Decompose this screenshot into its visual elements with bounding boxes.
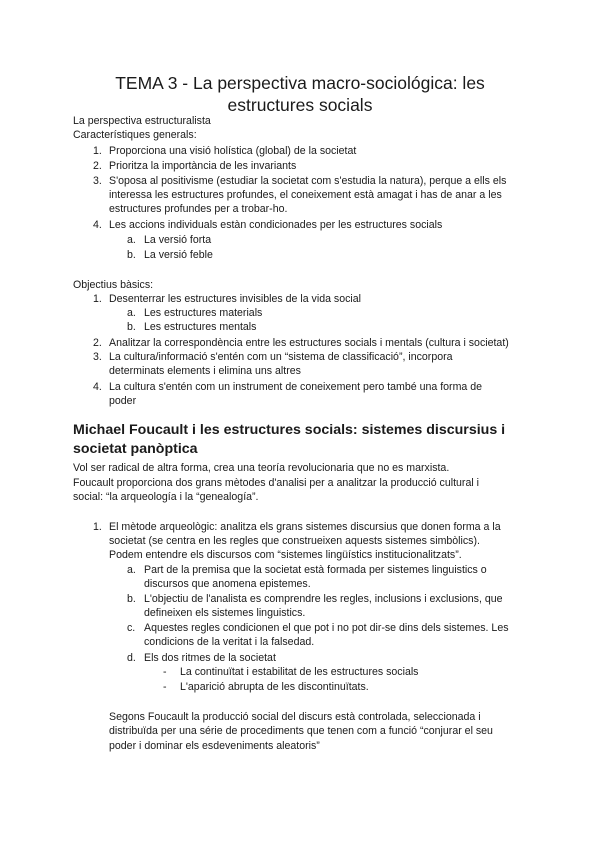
- section-heading-line-2: societat panòptica: [73, 441, 198, 457]
- intro-line: Característiques generals:: [73, 129, 197, 141]
- sub-list-letter: a.: [127, 234, 136, 246]
- list-number: 1.: [93, 521, 102, 533]
- dash-list-item: L'aparició abrupta de les discontinuïtats.: [180, 681, 369, 693]
- section-heading-line-1: Michael Foucault i les estructures socials: sistemes discursius i: [73, 422, 506, 438]
- list-item: La cultura s'entén com un instrument de coneixement pero també una forma de: [109, 381, 483, 393]
- title-line-2: estructures socials: [227, 95, 373, 115]
- list-item: La cultura/informació s'entén com un “sistema de classificació”, incorpora: [109, 351, 453, 363]
- paragraph-line: Vol ser radical de altra forma, crea una teoría revolucionaria que no es marxista.: [73, 462, 450, 474]
- sub-list-item: La versió forta: [144, 234, 212, 246]
- paragraph-line: social: “la arqueología i la “genealogía”.: [73, 491, 259, 503]
- sub-list-letter: b.: [127, 249, 136, 261]
- list-item: Analitzar la correspondència entre les estructures socials i mentals (cultura i societat): [109, 337, 509, 349]
- list-number: 3.: [93, 351, 102, 363]
- page-title: [70, 72, 530, 116]
- dash-list-item: La continuïtat i estabilitat de les estructures socials: [180, 666, 419, 678]
- list-item: El mètode arqueològic: analitza els grans sistemes discursius que donen forma a la: [109, 521, 501, 533]
- list-item-cont: determinats elements i elimina uns altres: [109, 365, 301, 377]
- sub-list-item-cont: defineixen els sistemes linguistics.: [144, 607, 306, 619]
- sub-list-item: Els dos ritmes de la societat: [144, 652, 276, 664]
- list-item: Desenterrar les estructures invisibles de la vida social: [109, 293, 362, 305]
- sub-list-letter: a.: [127, 564, 136, 576]
- paragraph-line: Segons Foucault la producció social del discurs està controlada, seleccionada i: [109, 711, 481, 723]
- paragraph-line: poder i dominar els esdeveniments aleatoris”: [109, 740, 320, 752]
- title-line-1: TEMA 3 - La perspectiva macro-sociológica: les: [115, 73, 485, 93]
- section-label: Objectius bàsics:: [73, 279, 154, 291]
- list-number: 1.: [93, 293, 102, 305]
- sub-list-letter: b.: [127, 321, 136, 333]
- list-item: Les accions individuals estàn condicionades per les estructures socials: [109, 219, 443, 231]
- paragraph-line: distribuïda per una série de procediments que tenen com a funció “conjurar el seu: [109, 725, 493, 737]
- sub-list-letter: c.: [127, 622, 136, 634]
- list-number: 4.: [93, 219, 102, 231]
- list-item: Proporciona una visió holística (global) de la societat: [109, 145, 357, 157]
- sub-list-item-cont: discursos que anomena epistemes.: [144, 578, 311, 590]
- list-number: 4.: [93, 381, 102, 393]
- sub-list-letter: d.: [127, 652, 136, 664]
- sub-list-item: La versió feble: [144, 249, 213, 261]
- sub-list-letter: a.: [127, 307, 136, 319]
- list-number: 2.: [93, 160, 102, 172]
- sub-list-item: Part de la premisa que la societat està formada per sistemes linguistics o: [144, 564, 487, 576]
- list-number: 3.: [93, 175, 102, 187]
- list-item-cont: societat (se centra en les regles que construeixen aquests sistemes simbòlics).: [109, 535, 480, 547]
- sub-list-item: L'objectiu de l'analista es comprendre les regles, inclusions i exclusions, que: [144, 593, 503, 605]
- intro-line: La perspectiva estructuralista: [73, 115, 211, 127]
- list-item-cont: estructures profundes per a trobar-ho.: [109, 203, 288, 215]
- list-item: Prioritza la importància de les invariants: [109, 160, 297, 172]
- dash-marker: -: [163, 681, 167, 693]
- sub-list-item: Aquestes regles condicionen el que pot i no pot dir-se dins dels sistemes. Les: [144, 622, 509, 634]
- sub-list-item: Les estructures mentals: [144, 321, 257, 333]
- list-number: 1.: [93, 145, 102, 157]
- sub-list-letter: b.: [127, 593, 136, 605]
- sub-list-item: Les estructures materials: [144, 307, 263, 319]
- paragraph-line: Foucault proporciona dos grans mètodes d'analisi per a analitzar la producció cultural i: [73, 477, 479, 489]
- list-number: 2.: [93, 337, 102, 349]
- list-item-cont: Podem entendre els discursos com “sistemes lingüístics institucionalitzats”.: [109, 549, 462, 561]
- list-item-cont: poder: [109, 395, 137, 407]
- list-item-cont: interessa les estructures profundes, el coneixement està amagat i has de anar a les: [109, 189, 502, 201]
- list-item: S'oposa al positivisme (estudiar la societat com s'estudia la natura), perque a ells els: [109, 175, 507, 187]
- sub-list-item-cont: condicions de la veritat i la falsedad.: [144, 636, 315, 648]
- dash-marker: -: [163, 666, 167, 678]
